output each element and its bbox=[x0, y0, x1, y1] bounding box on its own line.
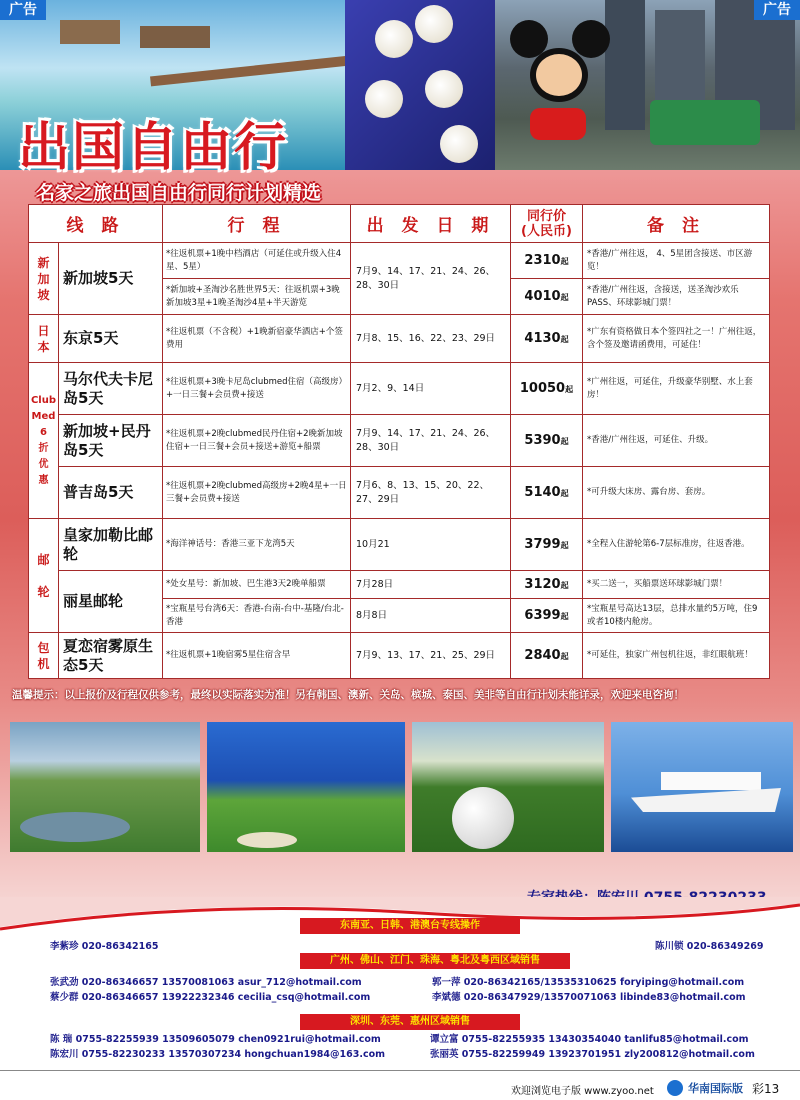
section-header: 东南亚、日韩、港澳台专线操作 bbox=[300, 918, 520, 934]
departure-dates: 7月8、15、16、22、23、29日 bbox=[351, 315, 511, 363]
category-clubmed: Club Med 6 折 优 惠 bbox=[29, 363, 59, 519]
ad-label: 广告 bbox=[754, 0, 800, 20]
table-row bbox=[29, 519, 770, 571]
price: 6399起 bbox=[511, 599, 583, 633]
note: *可升级大床房、露台房、套房。 bbox=[583, 467, 770, 519]
note: *买二送一，买船票送环球影城门票！ bbox=[583, 571, 770, 599]
category-japan: 日 本 bbox=[29, 315, 59, 363]
contact-entry: 蔡少群 020-86346657 13922232346 cecilia_csq@hotmail.com bbox=[50, 992, 371, 1003]
page-number: 彩13 bbox=[752, 1082, 780, 1096]
note: *香港/广州往返，含接送，送圣淘沙欢乐PASS、环球影城门票！ bbox=[583, 279, 770, 315]
table-row bbox=[29, 315, 770, 363]
table-row bbox=[29, 415, 770, 467]
departure-dates: 7月9、14、17、21、24、26、28、30日 bbox=[351, 415, 511, 467]
price: 4010起 bbox=[511, 279, 583, 315]
table-row bbox=[29, 243, 770, 279]
table-row bbox=[29, 571, 770, 599]
note: *香港/广州往返，可延住、升级。 bbox=[583, 415, 770, 467]
category-cruise: 邮 轮 bbox=[29, 519, 59, 633]
footer-divider bbox=[0, 1070, 800, 1071]
contact-entry: 陈 瑞 0755-82255939 13509605079 chen0921rui@hotmail.com bbox=[50, 1034, 381, 1045]
route-name: 普吉岛5天 bbox=[59, 467, 163, 519]
contact-entry: 李斌德 020-86347929/13570071063 libinde83@hotmail.com bbox=[432, 992, 746, 1003]
table-header bbox=[29, 205, 770, 243]
price: 3120起 bbox=[511, 571, 583, 599]
itinerary: *处女星号：新加坡、巴生港3天2晚单船票 bbox=[163, 571, 351, 599]
golf-ball-photo bbox=[412, 722, 604, 852]
footer-website: 欢迎浏览电子版 www.zyoo.net bbox=[511, 1086, 654, 1097]
contact-entry: 李紫珍 020-86342165 bbox=[50, 941, 159, 952]
subtitle: 名家之旅出国自由行同行计划精选 bbox=[36, 182, 322, 204]
note: *香港/广州往返， 4、5星团含接送、市区游览！ bbox=[583, 243, 770, 279]
table-row bbox=[29, 633, 770, 679]
contact-entry: 郭一萍 020-86342165/13535310625 foryiping@hotmail.com bbox=[432, 977, 745, 988]
itinerary: *海洋神话号：香港三亚下龙湾5天 bbox=[163, 519, 351, 571]
departure-dates: 10月21 bbox=[351, 519, 511, 571]
mickey-mouse-image bbox=[500, 20, 620, 160]
price: 5140起 bbox=[511, 467, 583, 519]
header-itinerary: 行 程 bbox=[163, 205, 351, 243]
note: *可延住，独家广州包机往返，非红眼航班！ bbox=[583, 633, 770, 679]
flower-photo bbox=[345, 0, 495, 170]
route-name: 皇家加勒比邮轮 bbox=[59, 519, 163, 571]
golf-course-photo bbox=[10, 722, 200, 852]
header-dates: 出 发 日 期 bbox=[351, 205, 511, 243]
itinerary: *往返机票+1晚中档酒店（可延住或升级入住4星、5星） bbox=[163, 243, 351, 279]
price: 5390起 bbox=[511, 415, 583, 467]
category-charter: 包 机 bbox=[29, 633, 59, 679]
logo-icon bbox=[667, 1080, 683, 1096]
header-route: 线 路 bbox=[29, 205, 163, 243]
price: 3799起 bbox=[511, 519, 583, 571]
route-name: 夏恋宿雾原生态5天 bbox=[59, 633, 163, 679]
route-table bbox=[28, 204, 770, 679]
note: *广东有资格做日本个签四社之一！广州往返，含个签及邀请函费用，可延住！ bbox=[583, 315, 770, 363]
category-singapore: 新 加 坡 bbox=[29, 243, 59, 315]
departure-dates: 7月6、8、13、15、20、22、27、29日 bbox=[351, 467, 511, 519]
note: *广州往返，可延住，升级豪华别墅、水上套房！ bbox=[583, 363, 770, 415]
tip-notice: 温馨提示：以上报价及行程仅供参考，最终以实际落实为准！另有韩国、澳新、关岛、槟城、泰国、美非等自由行计划未能详录，欢迎来电咨询！ bbox=[12, 689, 684, 701]
route-name: 马尔代夫卡尼岛5天 bbox=[59, 363, 163, 415]
section-header: 广州、佛山、江门、珠海、粤北及粤西区域销售 bbox=[300, 953, 570, 969]
route-name: 丽星邮轮 bbox=[59, 571, 163, 633]
table-row bbox=[29, 363, 770, 415]
contact-entry: 谭立富 0755-82255935 13430354040 tanlifu85@hotmail.com bbox=[430, 1034, 749, 1045]
route-name: 新加坡5天 bbox=[59, 243, 163, 315]
departure-dates: 7月2、9、14日 bbox=[351, 363, 511, 415]
section-header: 深圳、东莞、惠州区域销售 bbox=[300, 1014, 520, 1030]
price: 10050起 bbox=[511, 363, 583, 415]
itinerary: *往返机票+3晚卡尼岛clubmed住宿（高级房）+一日三餐+会员费+接送 bbox=[163, 363, 351, 415]
departure-dates: 7月9、13、17、21、25、29日 bbox=[351, 633, 511, 679]
contact-entry: 陈宏川 0755-82230233 13570307234 hongchuan1984@163.com bbox=[50, 1049, 386, 1060]
itinerary: *往返机票+2晚clubmed民丹住宿+2晚新加坡住宿+一日三餐+会员+接送+游览+船票 bbox=[163, 415, 351, 467]
departure-dates: 7月9、14、17、21、24、26、28、30日 bbox=[351, 243, 511, 315]
header-price: 同行价 (人民币) bbox=[511, 205, 583, 243]
ad-label: 广告 bbox=[0, 0, 46, 20]
itinerary: *往返机票（不含税）+1晚新宿豪华酒店+个签费用 bbox=[163, 315, 351, 363]
header-notes: 备 注 bbox=[583, 205, 770, 243]
price: 2310起 bbox=[511, 243, 583, 279]
page-title: 出国自由行 bbox=[18, 118, 289, 178]
itinerary: *往返机票+2晚clubmed高级房+2晚4星+一日三餐+会员费+接送 bbox=[163, 467, 351, 519]
route-name: 新加坡+民丹岛5天 bbox=[59, 415, 163, 467]
seaside-golf-photo bbox=[207, 722, 405, 852]
itinerary: *新加坡+圣淘沙名胜世界5天：往返机票+3晚新加坡3星+1晚圣淘沙4星+半天游览 bbox=[163, 279, 351, 315]
price: 2840起 bbox=[511, 633, 583, 679]
departure-dates: 8月8日 bbox=[351, 599, 511, 633]
route-name: 东京5天 bbox=[59, 315, 163, 363]
departure-dates: 7月28日 bbox=[351, 571, 511, 599]
contact-entry: 张丽英 0755-82259949 13923701951 zly200812@hotmail.com bbox=[430, 1049, 755, 1060]
note: *全程入住游轮第6-7层标准房，往返香港。 bbox=[583, 519, 770, 571]
price: 4130起 bbox=[511, 315, 583, 363]
contact-entry: 陈川锁 020-86349269 bbox=[655, 941, 764, 952]
contact-entry: 张武劲 020-86346657 13570081063 asur_712@hotmail.com bbox=[50, 977, 362, 988]
footer-brand: 华南国际版 bbox=[688, 1082, 743, 1095]
itinerary: *往返机票+1晚宿雾5星住宿含早 bbox=[163, 633, 351, 679]
note: *宝瓶星号高达13层，总排水量约5万吨，住9或者10楼内舱房。 bbox=[583, 599, 770, 633]
table-row bbox=[29, 467, 770, 519]
cruise-ship-photo bbox=[611, 722, 793, 852]
itinerary: *宝瓶星号台湾6天：香港-台南-台中-基隆/台北-香港 bbox=[163, 599, 351, 633]
